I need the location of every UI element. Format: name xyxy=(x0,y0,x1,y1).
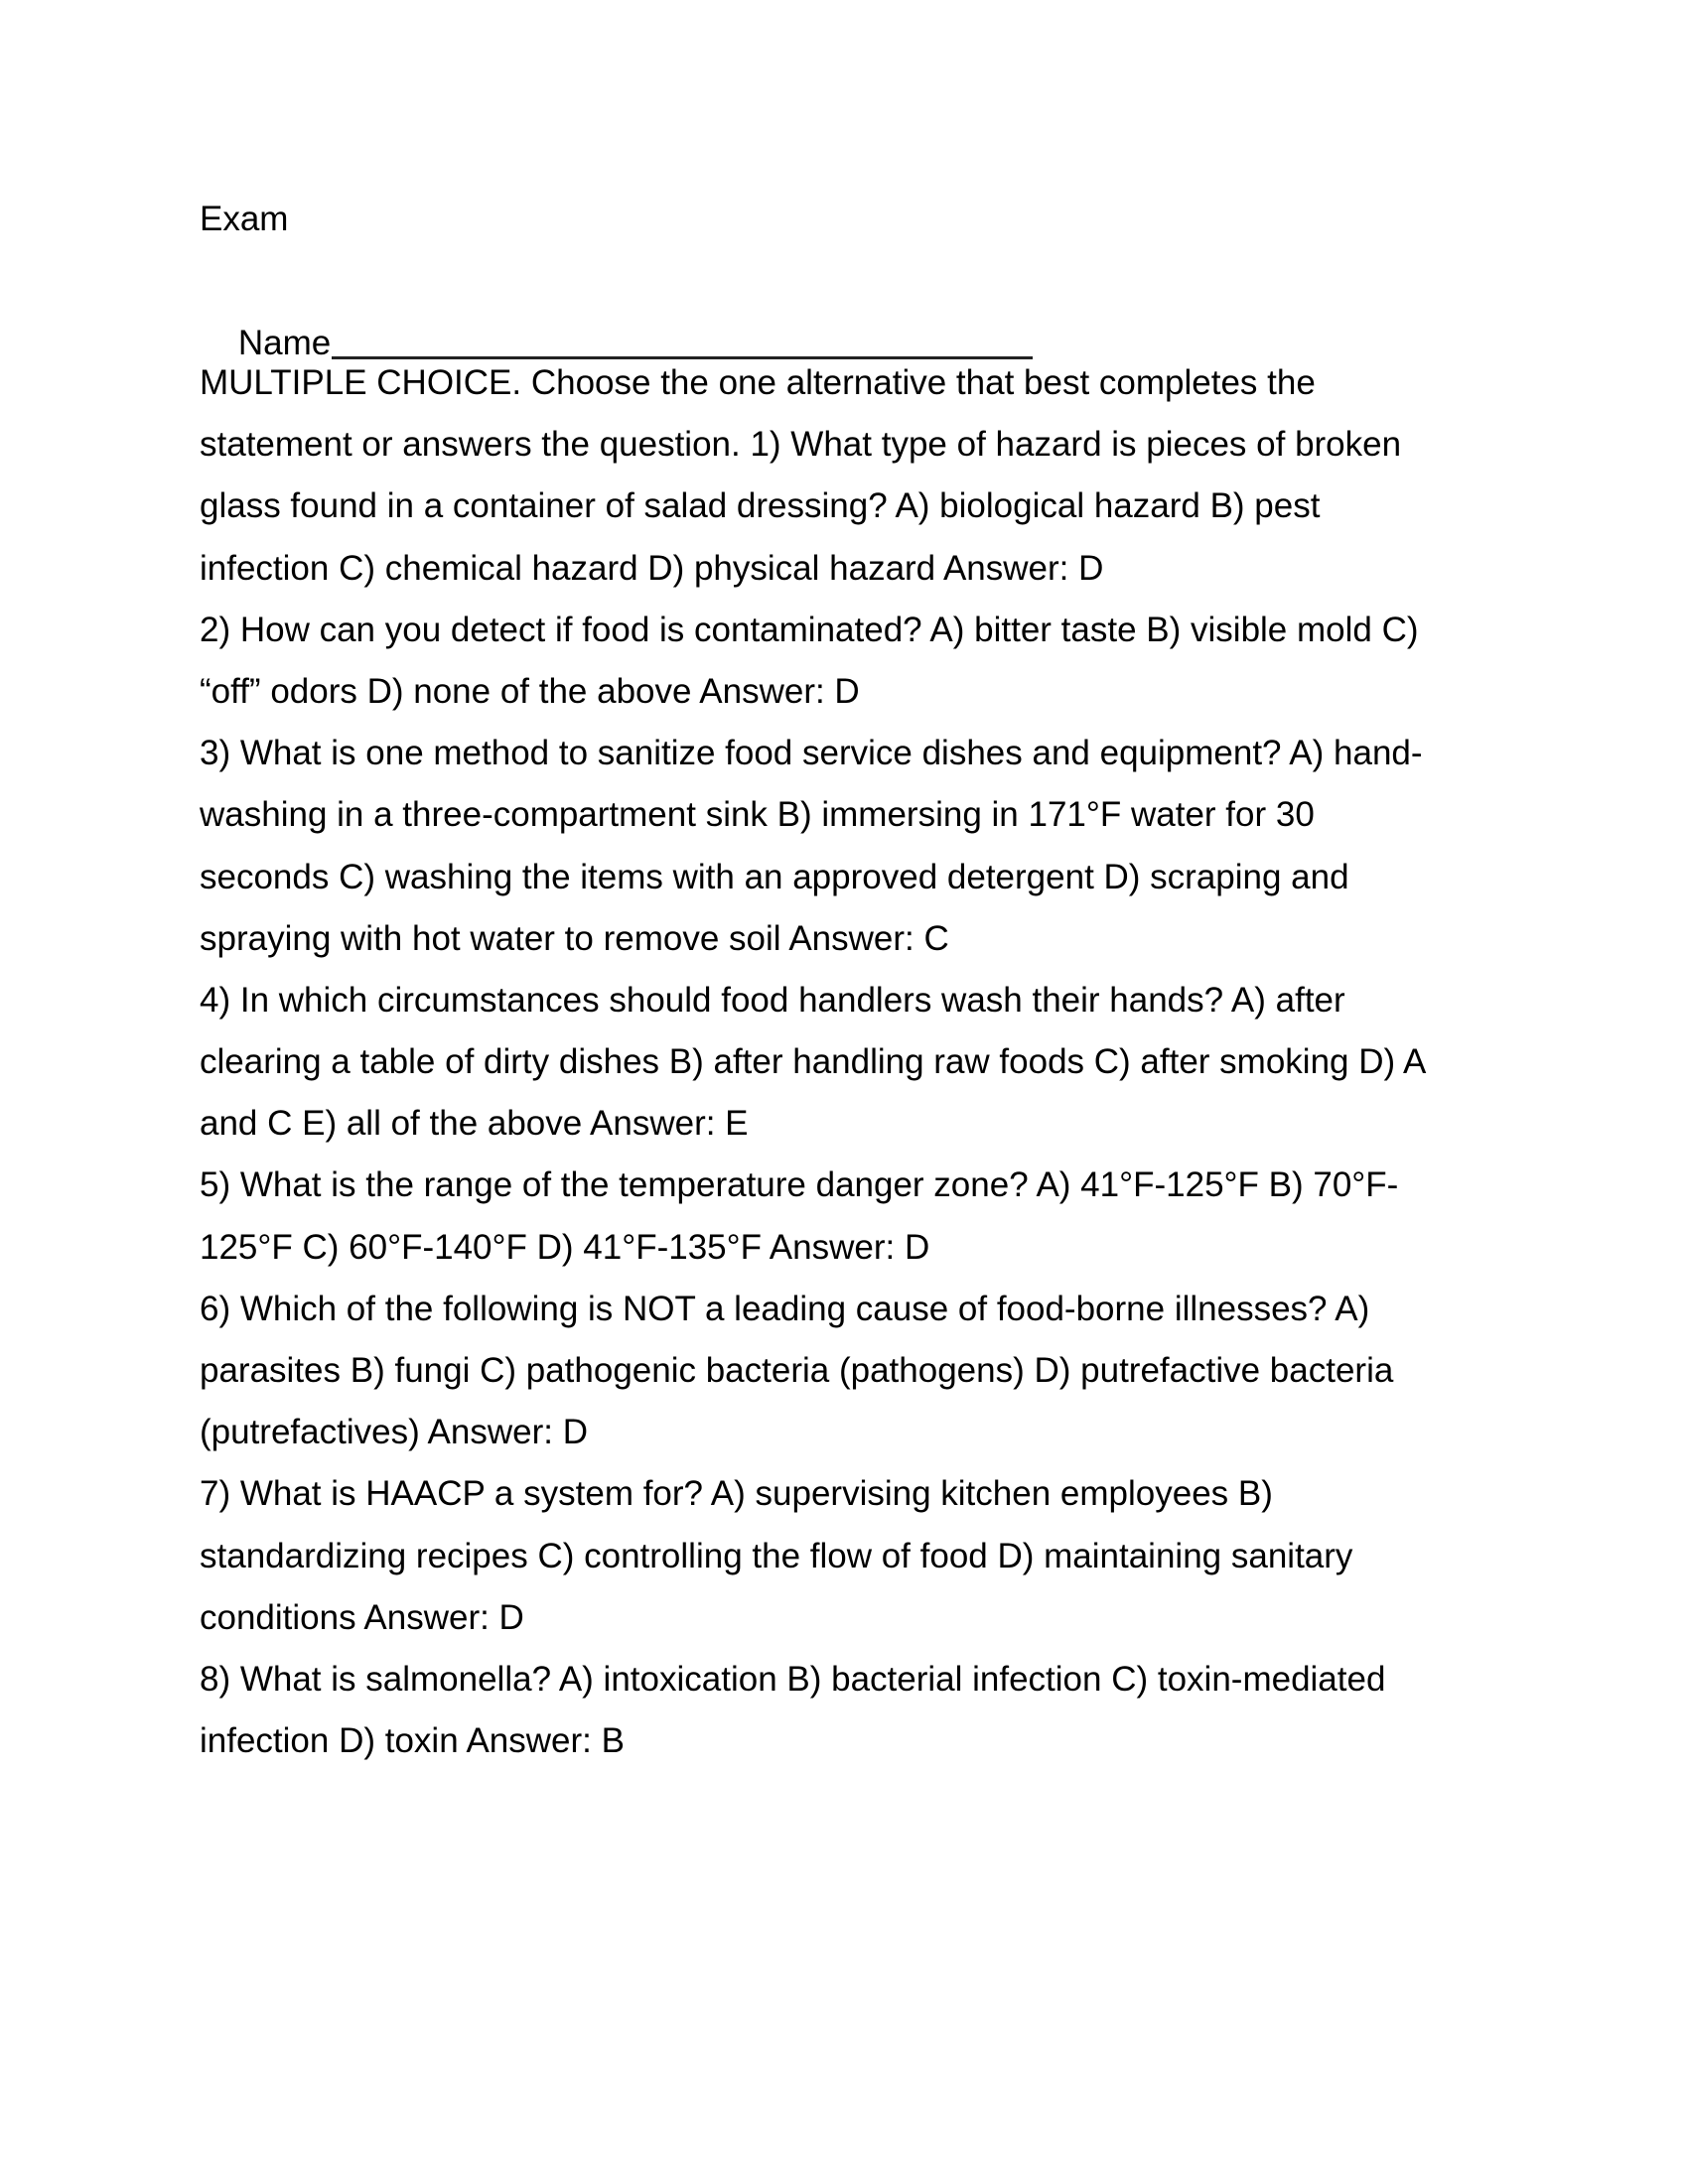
question-7-line: 7) What is HAACP a system for? A) supervising kitchen employees B) xyxy=(200,1474,1273,1514)
question-3-line: 3) What is one method to sanitize food service dishes and equipment? A) hand- xyxy=(200,734,1423,773)
question-7-line: standardizing recipes C) controlling the flow of food D) maintaining sanitary xyxy=(200,1536,1353,1575)
name-line xyxy=(200,251,1033,362)
question-4-line: clearing a table of dirty dishes B) after handling raw foods C) after smoking D) A xyxy=(200,1042,1427,1082)
question-3-line: spraying with hot water to remove soil Answer: C xyxy=(200,918,949,958)
question-3-line: seconds C) washing the items with an approved detergent D) scraping and xyxy=(200,857,1349,896)
instructions-line: MULTIPLE CHOICE. Choose the one alternative that best completes the xyxy=(200,363,1316,402)
question-4-line: and C E) all of the above Answer: E xyxy=(200,1104,749,1144)
question-5-line: 5) What is the range of the temperature danger zone? A) 41°F-125°F B) 70°F- xyxy=(200,1165,1399,1205)
question-3-line: washing in a three-compartment sink B) immersing in 171°F water for 30 xyxy=(200,795,1315,835)
exam-title: Exam xyxy=(200,200,289,238)
question-4-line: 4) In which circumstances should food handlers wash their hands? A) after xyxy=(200,980,1345,1020)
question-8-line: infection D) toxin Answer: B xyxy=(200,1721,625,1761)
question-7-line: conditions Answer: D xyxy=(200,1597,524,1637)
question-5-line: 125°F C) 60°F-140°F D) 41°F-135°F Answer: D xyxy=(200,1227,930,1267)
question-6-line: (putrefactives) Answer: D xyxy=(200,1413,588,1452)
question-6-line: 6) Which of the following is NOT a leading cause of food-borne illnesses? A) xyxy=(200,1289,1370,1328)
questions-body xyxy=(200,352,1510,1772)
name-label: Name xyxy=(237,324,332,362)
question-2-line: “off” odors D) none of the above Answer: D xyxy=(200,671,860,711)
question-1-line: glass found in a container of salad dressing? A) biological hazard B) pest xyxy=(200,486,1321,526)
question-8-line: 8) What is salmonella? A) intoxication B) bacterial infection C) toxin-mediated xyxy=(200,1659,1386,1699)
question-1-line: statement or answers the question. 1) What type of hazard is pieces of broken xyxy=(200,425,1402,465)
question-1-line: infection C) chemical hazard D) physical hazard Answer: D xyxy=(200,548,1104,588)
question-2-line: 2) How can you detect if food is contaminated? A) bitter taste B) visible mold C) xyxy=(200,610,1419,649)
question-6-line: parasites B) fungi C) pathogenic bacteria (pathogens) D) putrefactive bacteria xyxy=(200,1351,1394,1390)
